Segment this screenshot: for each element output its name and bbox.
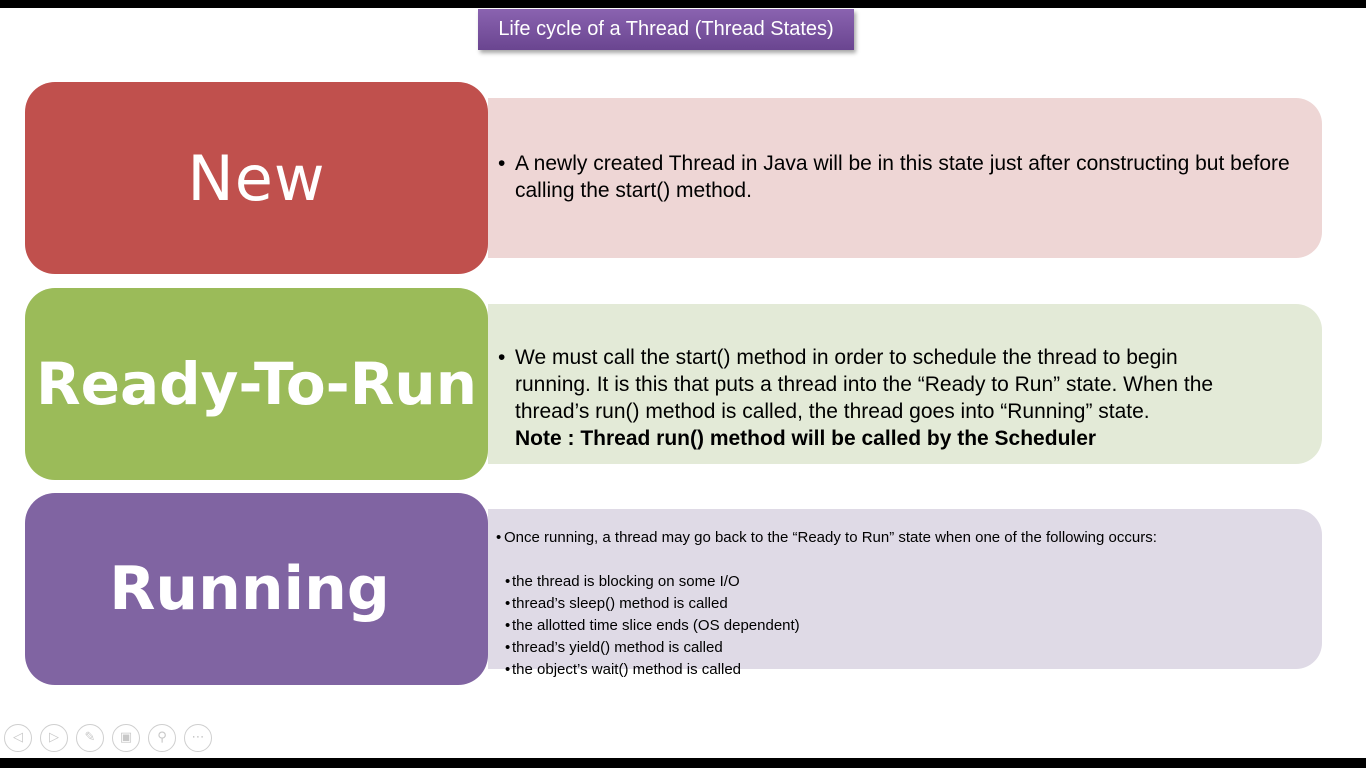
description-line-3: thread’s run() method is called, the thread goes into “Running” state. xyxy=(515,400,1150,423)
top-letterbox xyxy=(0,0,1366,8)
slides-icon[interactable]: ▣ xyxy=(112,724,140,752)
description-line-2: running. It is this that puts a thread into the “Ready to Run” state. When the xyxy=(515,373,1214,396)
list-item-text: thread’s sleep() method is called xyxy=(512,595,728,612)
bullet-icon: • xyxy=(496,529,502,546)
bullet-icon: • xyxy=(505,617,511,634)
previous-icon[interactable]: ◁ xyxy=(4,724,32,752)
more-icon[interactable]: ⋯ xyxy=(184,724,212,752)
bullet-icon: • xyxy=(498,152,506,175)
scheduler-note: Note : Thread run() method will be called by the Scheduler xyxy=(515,427,1097,450)
state-row-running xyxy=(25,493,1325,685)
state-label-running: Running xyxy=(25,493,488,685)
bullet-item xyxy=(498,344,1292,371)
state-label-new: New xyxy=(25,82,488,274)
bullet-icon: • xyxy=(505,573,511,590)
list-item xyxy=(505,593,1302,615)
state-row-ready xyxy=(25,288,1325,480)
state-row-new xyxy=(25,82,1325,274)
list-item xyxy=(505,637,1302,659)
list-item-text: the thread is blocking on some I/O xyxy=(512,573,740,590)
list-item xyxy=(505,571,1302,593)
slide-title: Life cycle of a Thread (Thread States) xyxy=(478,9,854,50)
slideshow-toolbar xyxy=(4,724,212,754)
bullet-icon: • xyxy=(505,595,511,612)
bullet-item xyxy=(496,527,1302,549)
description-line-1: We must call the start() method in order to schedule the thread to begin xyxy=(515,346,1178,369)
list-item xyxy=(505,615,1302,637)
zoom-icon[interactable]: ⚲ xyxy=(148,724,176,752)
next-icon[interactable]: ▷ xyxy=(40,724,68,752)
list-item-text: the allotted time slice ends (OS dependent) xyxy=(512,617,800,634)
running-intro-text: Once running, a thread may go back to the “Ready to Run” state when one of the following occurs: xyxy=(504,529,1157,546)
list-item-text: thread’s yield() method is called xyxy=(512,639,723,656)
state-description-running xyxy=(488,509,1322,678)
bullet-item xyxy=(498,150,1292,204)
list-item-text: the object’s wait() method is called xyxy=(512,661,741,678)
pen-icon[interactable]: ✎ xyxy=(76,724,104,752)
bottom-letterbox xyxy=(0,758,1366,768)
state-description-new xyxy=(488,98,1322,258)
bullet-icon: • xyxy=(505,639,511,656)
state-description-ready xyxy=(488,304,1322,464)
bullet-icon: • xyxy=(505,661,511,678)
bullet-icon: • xyxy=(498,346,506,369)
list-item xyxy=(505,659,1302,681)
state-label-ready: Ready-To-Run xyxy=(25,288,488,480)
transition-list xyxy=(496,571,1302,681)
description-text: A newly created Thread in Java will be in this state just after constructing but before calling the start() method. xyxy=(515,152,1290,202)
